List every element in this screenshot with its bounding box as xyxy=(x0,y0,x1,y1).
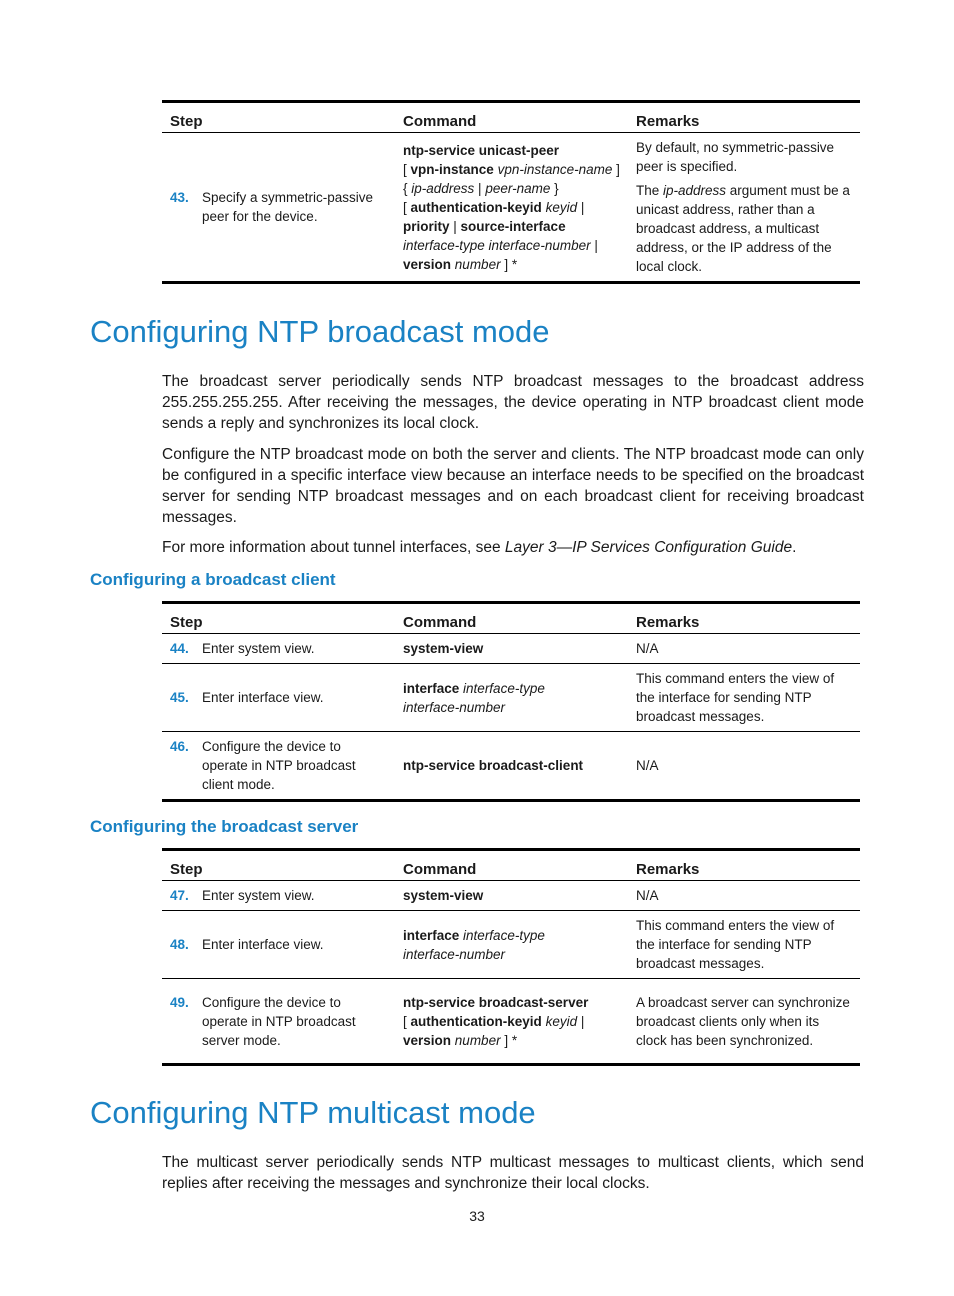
header-remarks: Remarks xyxy=(628,102,860,133)
step-description: Enter interface view. xyxy=(202,690,324,705)
step-description: Configure the device to operate in NTP broadcast client mode. xyxy=(202,739,356,792)
command-keyword: system-view xyxy=(403,641,484,656)
remark-text: A broadcast server can synchronize broadcast clients only when its clock has been synchronized. xyxy=(628,979,860,1065)
step-description: Enter system view. xyxy=(202,641,315,656)
section-title-multicast-mode: Configuring NTP multicast mode xyxy=(90,1095,536,1130)
command-cell: interface interface-type interface-number xyxy=(395,664,628,732)
command-cell: interface interface-type interface-number xyxy=(395,911,628,979)
command-keyword: system-view xyxy=(403,888,484,903)
remark-default: By default, no symmetric-passive peer is specified. xyxy=(636,140,835,174)
multicast-intro-paragraph: The multicast server periodically sends NTP multicast messages to multicast clients, which send replies after receiving the messages and synchronize their local clocks. xyxy=(162,1154,864,1192)
remark-text: N/A xyxy=(636,888,659,903)
table-header-row xyxy=(162,850,860,881)
table-row xyxy=(162,911,860,979)
command-keyword: ntp-service broadcast-client xyxy=(403,758,584,773)
header-remarks: Remarks xyxy=(628,850,860,881)
table-row xyxy=(162,664,860,732)
step-number: 47. xyxy=(170,888,189,903)
step-cell xyxy=(162,133,395,283)
broadcast-client-table xyxy=(162,601,860,802)
subsection-title-broadcast-server: Configuring the broadcast server xyxy=(90,817,359,836)
command-cell: ntp-service broadcast-server [ authentication-keyid keyid | version number ] * xyxy=(395,979,628,1065)
table-row xyxy=(162,634,860,664)
remark-text: This command enters the view of the interface for sending NTP broadcast messages. xyxy=(628,664,860,732)
header-command: Command xyxy=(395,603,628,634)
step-number: 44. xyxy=(170,641,189,656)
broadcast-intro-paragraph: The broadcast server periodically sends NTP broadcast messages to the broadcast address 255.255.255.255. After receiving the messages, the device operating in NTP broadcast client mode sends a reply and synchronizes its local clock. xyxy=(162,373,864,432)
table-header-row xyxy=(162,603,860,634)
page-number: 33 xyxy=(469,1208,485,1224)
broadcast-server-table xyxy=(162,848,860,1066)
table-row xyxy=(162,133,860,283)
peer-command-table xyxy=(162,100,860,284)
header-step: Step xyxy=(162,850,395,881)
section-title-broadcast-mode: Configuring NTP broadcast mode xyxy=(90,314,550,349)
header-step: Step xyxy=(162,603,395,634)
tunnel-reference-paragraph: For more information about tunnel interfaces, see Layer 3—IP Services Configuration Guide. xyxy=(162,539,797,556)
step-number: 49. xyxy=(170,994,189,1010)
remarks-cell xyxy=(628,133,860,283)
table-header-row xyxy=(162,102,860,133)
table-row xyxy=(162,732,860,801)
step-description: Enter system view. xyxy=(202,888,315,903)
remark-text: This command enters the view of the interface for sending NTP broadcast messages. xyxy=(628,911,860,979)
table-row xyxy=(162,881,860,911)
command-cell: ntp-service unicast-peer [ vpn-instance vpn-instance-name ] { ip-address | peer-name } [ authentication-keyid keyid | priority | source-interface interface-type interface-number | version number ] * xyxy=(395,133,628,283)
step-number: 48. xyxy=(170,937,189,952)
guide-reference: Layer 3—IP Services Configuration Guide xyxy=(504,539,793,556)
step-number: 45. xyxy=(170,690,189,705)
subsection-title-broadcast-client: Configuring a broadcast client xyxy=(90,570,336,589)
remark-text: N/A xyxy=(636,641,659,656)
step-description: Enter interface view. xyxy=(202,937,324,952)
header-remarks: Remarks xyxy=(628,603,860,634)
step-description: Specify a symmetric-passive peer for the device. xyxy=(202,190,374,224)
header-command: Command xyxy=(395,850,628,881)
step-description: Configure the device to operate in NTP broadcast server mode. xyxy=(202,994,356,1048)
remark-ip-address: The ip-address argument must be a unicast address, rather than a broadcast address, a multicast address, or the IP address of the local clock. xyxy=(636,183,850,274)
step-number: 46. xyxy=(170,739,189,754)
broadcast-config-paragraph: Configure the NTP broadcast mode on both the server and clients. The NTP broadcast mode can only be configured in a specific interface view because an interface needs to be specified on the broadcast server for sending NTP broadcast messages and on each broadcast client for receiving broadcast messages. xyxy=(162,446,864,526)
step-number: 43. xyxy=(170,190,189,205)
table-row xyxy=(162,979,860,1065)
remark-text: N/A xyxy=(628,732,860,801)
header-command: Command xyxy=(395,102,628,133)
header-step: Step xyxy=(162,102,395,133)
